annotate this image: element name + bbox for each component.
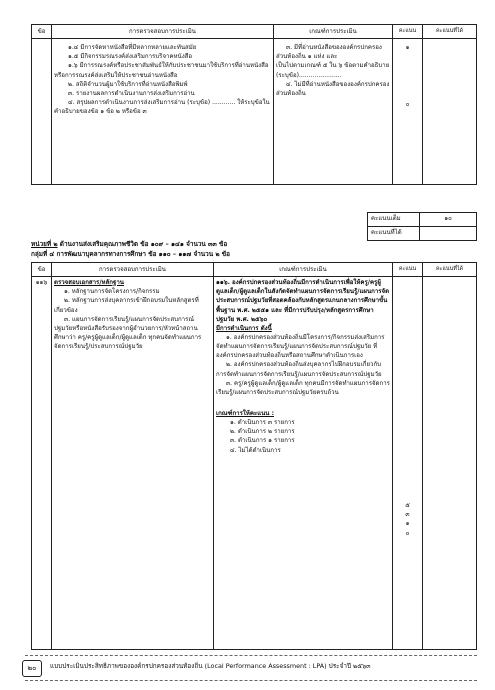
cell-no bbox=[32, 39, 52, 185]
full-score-label: คะแนนเต็ม bbox=[368, 213, 420, 227]
group-heading: กลุ่มที่ ๔ การพัฒนาบุคลากรทางการศึกษา ข้อ ๑๑๐ – ๑๑๗ จำนวน ๒ ข้อ bbox=[31, 249, 230, 258]
scoring-line: ๑. ดำเนินการ ๓ รายการ bbox=[230, 419, 295, 427]
header-no: ข้อ bbox=[32, 25, 52, 39]
table-row bbox=[32, 39, 477, 185]
full-score-value: ๑๐ bbox=[420, 213, 477, 227]
standard-line: ๒. องค์กรปกครองส่วนท้องถิ่นส่งบุคลากรไปฝึกอบรมเกี่ยวกับการจัดทำแผนการจัดการเรียนรู้/แผนการจัดประสบการณ์ปฐมวัย bbox=[216, 361, 382, 378]
header-earned: คะแนนที่ได้ bbox=[423, 263, 477, 277]
score-value: ๓ bbox=[405, 511, 410, 519]
cell-criteria bbox=[52, 39, 274, 185]
header-score: คะแนน bbox=[393, 263, 423, 277]
score-value: ๑ bbox=[405, 44, 410, 52]
score-value: ๐ bbox=[405, 529, 410, 537]
criteria-line: ๓. แผนการจัดการเรียนรู้/แผนการจัดประสบการณ์ ปฐมวัยหรือหนังสือรับรองจากผู้อำนวยการ/หัวหน้าสถานศึกษาว่า ครู/ครูผู้ดูแลเด็ก/ผู้ดูแลเด็ก ทุกคนจัดทำแผนการจัดการเรียนรู้/ประสบการณ์ปฐมวัย bbox=[54, 315, 202, 351]
earned-score-label: คะแนนที่ได้ bbox=[368, 227, 420, 241]
scoring-line: ๒. ดำเนินการ ๒ รายการ bbox=[230, 428, 295, 436]
item-number: ๑๑๖ bbox=[32, 277, 52, 650]
header-standard: เกณฑ์การประเมิน bbox=[214, 263, 393, 277]
criteria-table-top bbox=[31, 24, 477, 185]
cell-score bbox=[393, 277, 423, 650]
cell-earned bbox=[423, 39, 477, 185]
page-footer bbox=[25, 655, 477, 681]
standard-line: (ระบุข้อ)...................... bbox=[276, 71, 342, 79]
criteria-table-main bbox=[31, 262, 477, 650]
table-header-row bbox=[32, 25, 477, 39]
score-value: ๐ bbox=[405, 101, 410, 109]
standard-line: ๑. องค์กรปกครองส่วนท้องถิ่นมีโครงการ/กิจกรรมส่งเสริมการจัดทำแผนการจัดการเรียนรู้/แผนการจัดประสบการณ์ปฐมวัย ที่องค์กรปกครองส่วนท้องถิ่นหรือสถานศึกษาดำเนินการเอง bbox=[216, 333, 385, 360]
standard-subtitle: มีการดำเนินการ ดังนี้ bbox=[216, 324, 272, 332]
cell-standard bbox=[274, 39, 393, 185]
table-header-row bbox=[32, 263, 477, 277]
score-value: ๑ bbox=[405, 520, 410, 528]
header-earned: คะแนนที่ได้ bbox=[423, 25, 477, 39]
score-summary-box bbox=[367, 212, 477, 241]
standard-line: ๓. มีที่อ่านหนังสือขององค์กรปกครองส่วนท้องถิ่น ๑ แห่ง และ bbox=[276, 44, 382, 61]
earned-score-value bbox=[420, 227, 477, 241]
unit-label: หน่วยที่ ๒ bbox=[31, 240, 58, 248]
scoring-line: ๔. ไม่ได้ดำเนินการ bbox=[230, 446, 281, 454]
standard-line: ๔. ไม่มีที่อ่านหนังสือขององค์กรปกครองส่วนท้องถิ่น bbox=[276, 80, 390, 97]
criteria-line: ๑.๖ มีการรณรงค์หรือประชาสัมพันธ์ให้กับประชาชนมาใช้บริการที่อ่านหนังสือหรือการรณรงค์ส่งเสริมให้ประชาชนอ่านหนังสือ bbox=[54, 62, 269, 79]
page-number: ๒๐ bbox=[22, 660, 42, 677]
criteria-line: ๔. สรุปผลการดำเนินงานการส่งเสริมการอ่าน (ระบุข้อ) ............ ให้ระบุข้อในคำอธิบายของข้อ ๑ ข้อ ๒ หรือข้อ ๓ bbox=[54, 98, 270, 116]
cell-standard bbox=[214, 277, 393, 650]
criteria-line: ๒. หลักฐานการส่งบุคลากรเข้าฝึกอบรมในหลักสูตรที่เกี่ยวข้อง bbox=[54, 297, 199, 314]
criteria-title: ตรวจสอบเอกสาร/หลักฐาน bbox=[54, 279, 124, 287]
criteria-line: ๑. หลักฐานการจัดโครงการ/กิจกรรม bbox=[64, 288, 160, 296]
score-value: ๕ bbox=[405, 502, 410, 510]
table-row bbox=[32, 277, 477, 650]
cell-criteria bbox=[52, 277, 214, 650]
scoring-title: เกณฑ์การให้คะแนน : bbox=[216, 409, 275, 417]
cell-earned bbox=[423, 277, 477, 650]
unit-title: ด้านงานส่งเสริมคุณภาพชีวิต ข้อ ๑๐๙ – ๑๔๑ จำนวน ๓๓ ข้อ bbox=[57, 240, 228, 248]
header-criteria: การตรวจสอบการประเมิน bbox=[52, 25, 274, 39]
footer-text: แบบประเมินประสิทธิภาพขององค์กรปกครองส่วนท้องถิ่น (Local Performance Assessment : LPA) ประจำปี ๒๕๖๓ bbox=[50, 662, 371, 670]
header-score: คะแนน bbox=[393, 25, 423, 39]
standard-title: ๑๑๖. องค์กรปกครองส่วนท้องถิ่นมีการดำเนินการเพื่อให้ครู/ครูผู้ดูแลเด็ก/ผู้ดูแลเด็กในสังกัดจัดทำแผนการจัดการเรียนรู้/แผนการจัดประสบการณ์ปฐมวัยที่สอดคล้องกับหลักสูตรแกนกลางการศึกษาขั้นพื้นฐาน พ.ศ. ๒๕๕๑ และ ที่มีการปรับปรุง/หลักสูตรการศึกษาปฐมวัย พ.ศ. ๒๕๖๐ bbox=[216, 279, 390, 323]
header-standard: เกณฑ์การประเมิน bbox=[274, 25, 393, 39]
cell-score bbox=[393, 39, 423, 185]
standard-line: ๓. ครู/ครูผู้ดูแลเด็ก/ผู้ดูแลเด็ก ทุกคนมีการจัดทำแผนการจัดการเรียนรู้/แผนการจัดประสบการณ์ปฐมวัยครบถ้วน bbox=[216, 379, 390, 396]
criteria-line: ๑.๕ มีกิจกรรมรณรงค์ส่งเสริมการบริจาคหนังสือ bbox=[68, 53, 193, 61]
unit-heading bbox=[31, 240, 476, 260]
scoring-line: ๓. ดำเนินการ ๑ รายการ bbox=[230, 437, 295, 445]
unit-heading-line bbox=[31, 240, 476, 250]
criteria-line: ๑.๔ มีการจัดหาหนังสือที่มีหลากหลายและทันสมัย bbox=[68, 44, 197, 52]
header-no: ข้อ bbox=[32, 263, 52, 277]
criteria-line: ๓. รายงานผลการดำเนินงานการส่งเสริมการอ่าน bbox=[68, 89, 195, 97]
criteria-line: ๒. สถิติจำนวนผู้มาใช้บริการที่อ่านหนังสือพิมพ์ bbox=[68, 80, 188, 88]
header-criteria: การตรวจสอบการประเมิน bbox=[52, 263, 214, 277]
standard-line: เป็นไปตามเกณฑ์ ๕ ใน ๖ ข้อตามคำอธิบาย bbox=[276, 62, 390, 70]
